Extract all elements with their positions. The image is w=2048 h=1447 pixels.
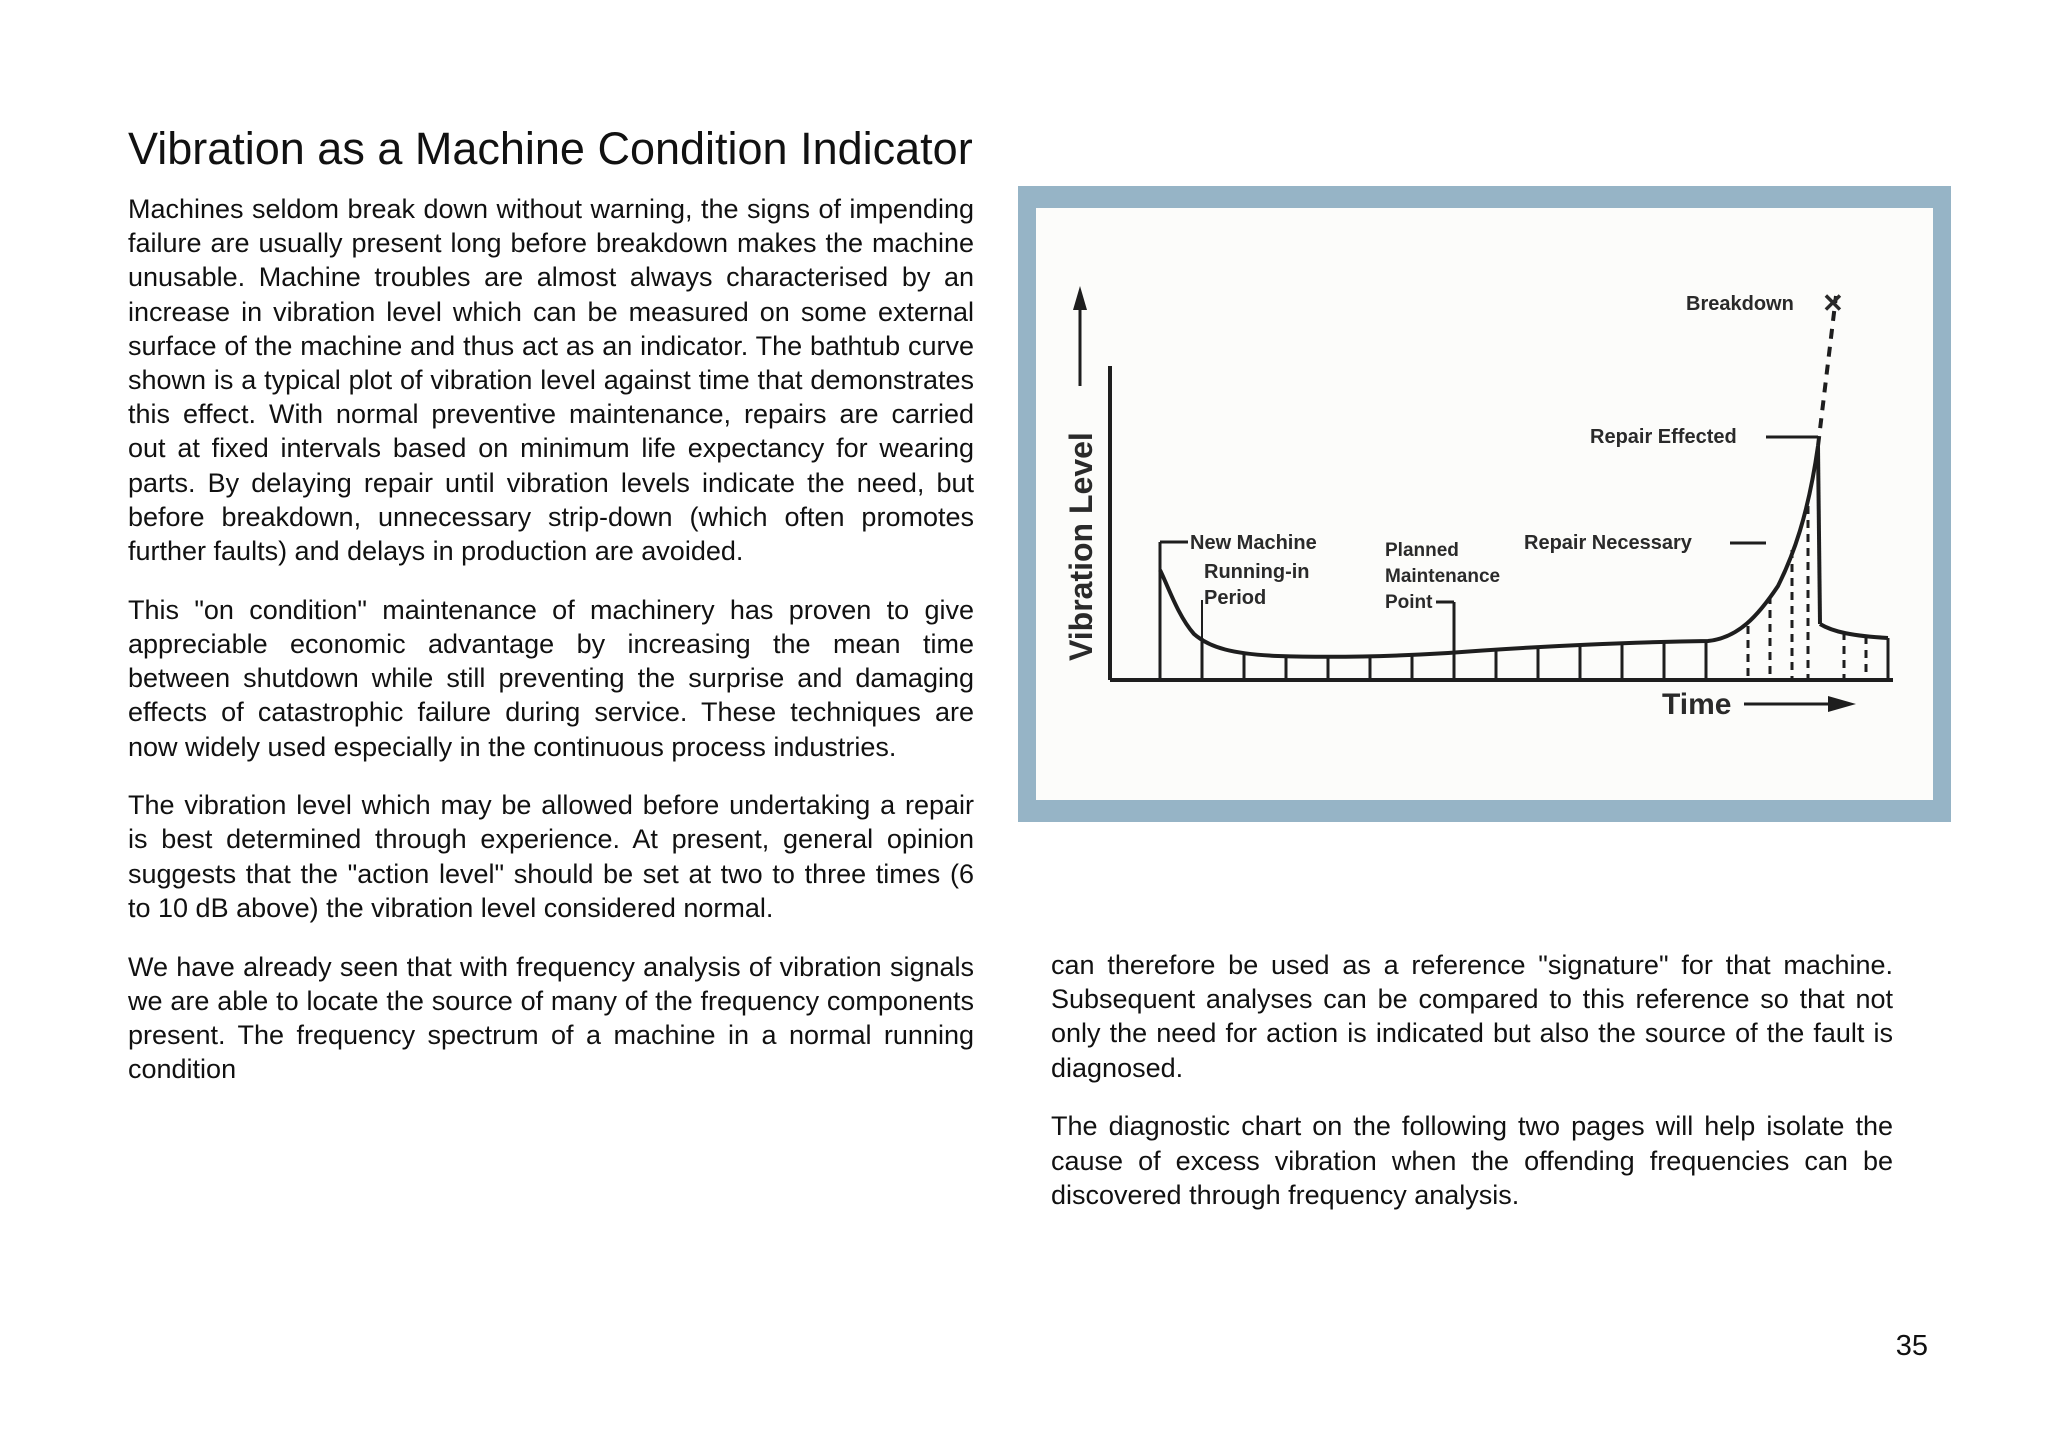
repair-drop-line	[1818, 446, 1820, 624]
x-arrow-head	[1828, 696, 1856, 712]
y-axis-label: Vibration Level	[1063, 432, 1099, 661]
y-arrow-head	[1073, 286, 1087, 310]
paragraph: The vibration level which may be allowed before undertaking a repair is best determined through experience. At present, general opinion suggests that the "action level" should be set at two to three times (6 to 10 dB above) the vibration level considered normal.	[128, 790, 974, 923]
paragraph: We have already seen that with frequency analysis of vibration signals we are able to locate the source of many of the frequency components present. The frequency spectrum of a machine in a normal running condition	[128, 951, 974, 1085]
breakdown-extension	[1818, 296, 1836, 446]
breakdown-x-icon: ✕	[1822, 288, 1844, 318]
running-in-period-label: Period	[1204, 587, 1267, 609]
paragraph: can therefore be used as a reference "signature" for that machine. Subsequent analyses can be compared to this reference so that not only the need for action is indicated but also the source of the fault is diagnosed.	[1051, 950, 1893, 1083]
post-repair-curve	[1820, 624, 1888, 638]
dashed-ticks	[1748, 506, 1866, 680]
breakdown-label: Breakdown	[1686, 293, 1794, 315]
paragraph: Machines seldom break down without warning, the signs of impending failure are usually present long before breakdown makes the machine unusable. Machine troubles are almost always characterised by an increase in vibration level which can be measured on some external surface of the machine and thus act as an indicator. The bathtub curve shown is a typical plot of vibration level against time that demonstrates this effect. With normal preventive maintenance, repairs are carried out at fixed intervals based on minimum life expectancy for wearing parts. By delaying repair until vibration levels indicate the need, but before breakdown, unnecessary strip-down (which often promotes further faults) and delays in production are avoided.	[128, 194, 974, 567]
left-text-column	[128, 192, 974, 1111]
repair-effected-label: Repair Effected	[1590, 426, 1737, 448]
right-text-column	[1051, 948, 1893, 1236]
planned-label: Planned	[1385, 540, 1459, 561]
bathtub-curve-figure	[1018, 186, 1951, 822]
new-machine-label: New Machine	[1190, 532, 1317, 554]
paragraph: The diagnostic chart on the following two pages will help isolate the cause of excess vibration when the offending frequencies can be discovered through frequency analysis.	[1051, 1111, 1893, 1210]
page-number: 35	[1895, 1330, 1928, 1362]
paragraph: This "on condition" maintenance of machinery has proven to give appreciable economic advantage by increasing the mean time between shutdown while still preventing the surprise and damaging effects of catastrophic failure during service. These techniques are now widely used especially in the continuous process industries.	[128, 594, 974, 762]
bathtub-curve-diagram	[1018, 186, 1951, 822]
point-label: Point	[1385, 592, 1433, 613]
x-axis-label: Time	[1662, 688, 1732, 721]
running-in-label: Running-in	[1204, 561, 1310, 583]
repair-necessary-label: Repair Necessary	[1524, 532, 1692, 554]
maintenance-label: Maintenance	[1385, 566, 1501, 587]
page-title: Vibration as a Machine Condition Indicator	[128, 123, 973, 174]
